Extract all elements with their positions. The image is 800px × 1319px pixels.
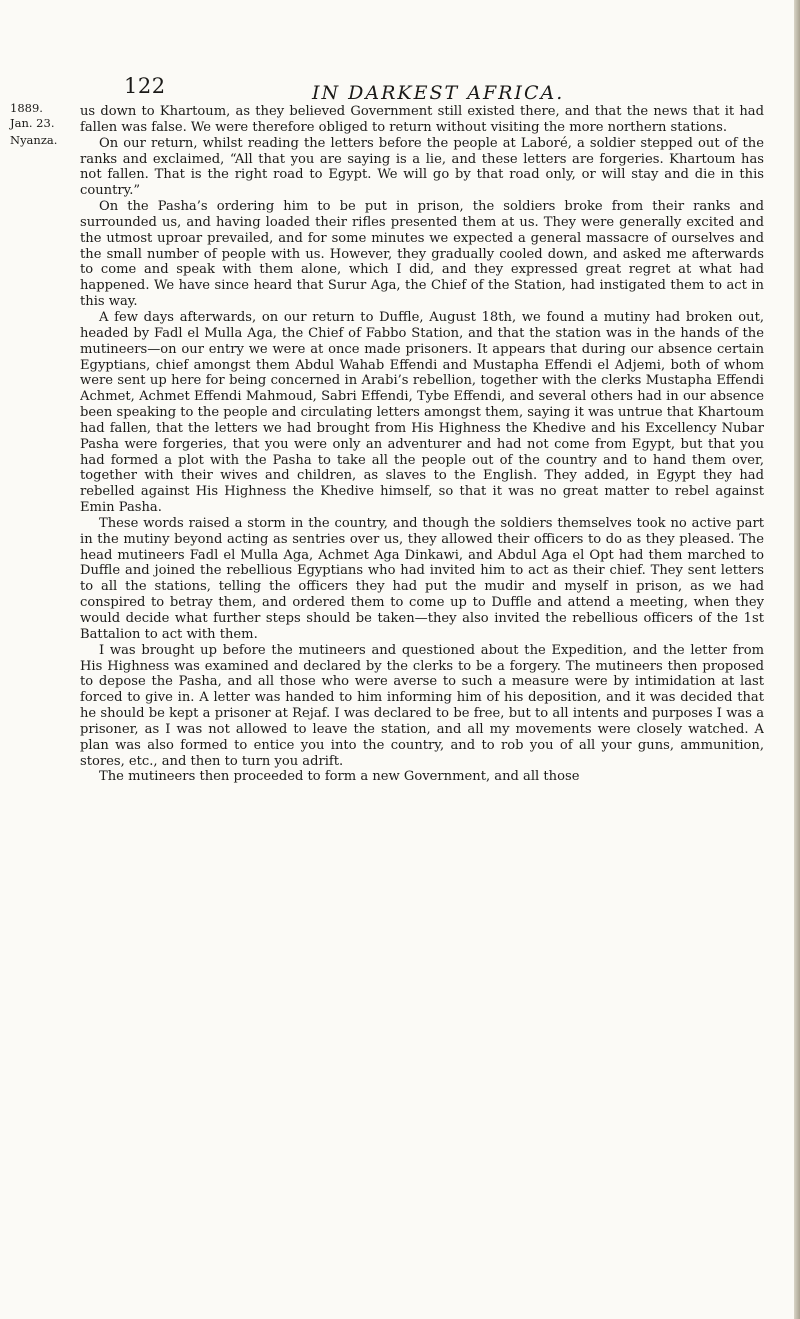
paragraph: A few days afterwards, on our return to Duffle, August 18th, we found a mutiny had broken out, headed by Fadl el Mulla Aga, the Chief of Fabbo Station, and that the station was in the hands of the mutineers—on our entry we were at once made prisoners. It appears that during our absence certain Egyptians, chief amongst them Abdul Wahab Effendi and Mustapha Effendi el Adjemi, both of whom were sent up here for being concerned in Arabi’s rebellion, together with the clerks Mustapha Effendi Achmet, Achmet Effendi Mahmoud, Sabri Effendi, Tybe Effendi, and several others had in our absence been speaking to the people and circulating letters amongst them, saying it was untrue that Khartoum had fallen, that the letters we had brought from His Highness the Khedive and his Excellency Nubar Pasha were forgeries, that you were only an adventurer and had not come from Egypt, but that you had formed a plot with the Pasha to take all the people out of the country and to hand them over, together with their wives and children, as slaves to the English. They added, in Egypt they had rebelled against His Highness the Khedive himself, so that it was no great matter to rebel against Emin Pasha. <box>80 309 764 516</box>
page-number: 122 <box>124 74 166 98</box>
paragraph: On our return, whilst reading the letters before the people at Laboré, a soldier stepped out of the ranks and exclaimed, “All that you are saying is a lie, and these letters are forgeries. Khartoum has not fallen. That is the right road to Egypt. We will go by that road only, or will stay and die in this country.” <box>80 135 764 199</box>
paragraph: On the Pasha’s ordering him to be put in prison, the soldiers broke from their ranks and surrounded us, and having loaded their rifles presented them at us. They were generally excited and the utmost uproar prevailed, and for some minutes we expected a general massacre of ourselves and the small number of people with us. However, they gradually cooled down, and asked me afterwards to come and speak with them alone, which I did, and they expressed great regret at what had happened. We have since heard that Surur Aga, the Chief of the Station, had instigated them to act in this way. <box>80 199 764 310</box>
margin-note-date: Jan. 23. <box>10 116 55 130</box>
margin-note-year: 1889. <box>10 101 43 115</box>
body-text <box>80 104 764 1304</box>
paragraph: I was brought up before the mutineers and questioned about the Expedition, and the letter from His Highness was examined and declared by the clerks to be a forgery. The mutineers then proposed to depose the Pasha, and all those who were averse to such a measure were by intimidation at last forced to give in. A letter was handed to him informing him of his deposition, and it was decided that he should be kept a prisoner at Rejaf. I was declared to be free, but to all intents and purposes I was a prisoner, as I was not allowed to leave the station, and all my movements were closely watched. A plan was also formed to entice you into the country, and to rob you of all your guns, ammunition, stores, etc., and then to turn you adrift. <box>80 642 764 769</box>
paragraph: These words raised a storm in the country, and though the soldiers themselves took no active part in the mutiny beyond acting as sentries over us, they allowed their officers to do as they pleased. The head mutineers Fadl el Mulla Aga, Achmet Aga Dinkawi, and Abdul Aga el Opt had them marched to Duffle and joined the rebellious Egyptians who had invited him to act as their chief. They sent letters to all the stations, telling the officers they had put the mudir and myself in prison, as we had conspired to betray them, and ordered them to come up to Duffle and attend a meeting, when they would decide what further steps should be taken—they also invited the rebellious officers of the 1st Battalion to act with them. <box>80 515 764 642</box>
paragraph: us down to Khartoum, as they believed Government still existed there, and that the news that it had fallen was false. We were therefore obliged to return without visiting the more northern stations. <box>80 104 764 135</box>
margin-note-place: Nyanza. <box>10 133 58 147</box>
page-edge-shadow <box>794 0 800 1319</box>
running-title: IN DARKEST AFRICA. <box>312 82 565 104</box>
paragraph: The mutineers then proceeded to form a new Government, and all those <box>99 769 580 785</box>
